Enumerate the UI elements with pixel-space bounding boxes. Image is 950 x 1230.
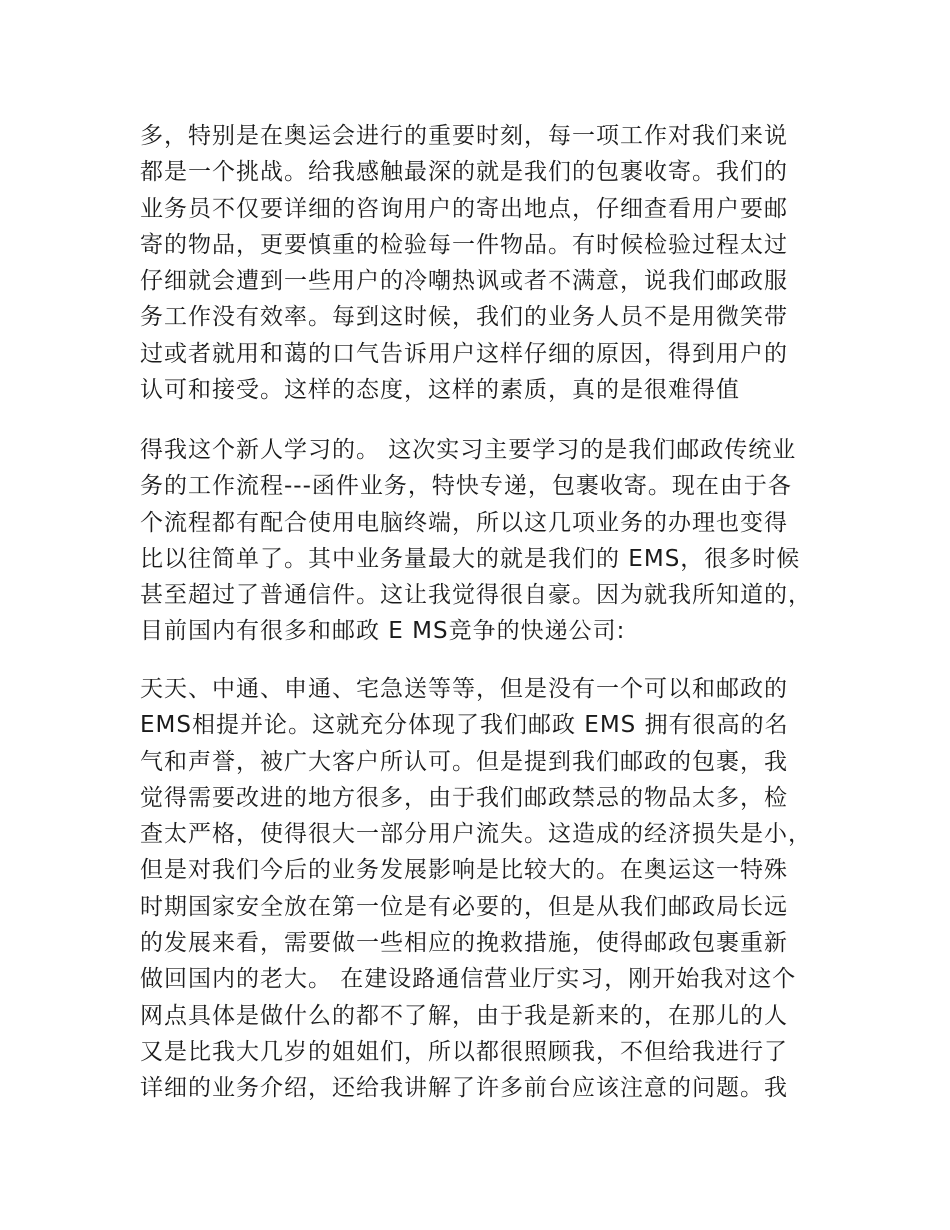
text-line: 多，特别是在奥运会进行的重要时刻，每一项工作对我们来说 xyxy=(140,123,788,149)
text-line: 务的工作流程---函件业务，特快专递，包裹收寄。现在由于各 xyxy=(140,473,792,500)
text-line: 业务员不仅要详细的咨询用户的寄出地点，仔细查看用户要邮 xyxy=(140,195,788,222)
text-line: 过或者就用和蔼的口气告诉用户这样仔细的原因，得到用户的 xyxy=(140,340,788,367)
paragraph-1 xyxy=(140,118,820,408)
text-line: 仔细就会遭到一些用户的冷嘲热讽或者不满意，说我们邮政服 xyxy=(140,268,788,295)
text-line: 认可和接受。这样的态度，这样的素质，真的是很难得值 xyxy=(140,377,740,404)
text-line: 觉得需要改进的地方很多，由于我们邮政禁忌的物品太多，检 xyxy=(140,784,788,811)
text-line: 的发展来看，需要做一些相应的挽救措施，使得邮政包裹重新 xyxy=(140,930,788,957)
text-line: 查太严格，使得很大一部分用户流失。这造成的经济损失是小， xyxy=(140,821,812,848)
text-line: 比以往简单了。其中业务量最大的就是我们的 EMS，很多时候 xyxy=(140,545,801,572)
text-line: 天天、中通、申通、宅急送等等，但是没有一个可以和邮政的 xyxy=(140,676,788,702)
text-line: 但是对我们今后的业务发展影响是比较大的。在奥运这一特殊 xyxy=(140,857,788,884)
text-line: 气和声誉，被广大客户所认可。但是提到我们邮政的包裹，我 xyxy=(140,748,788,775)
text-line: 目前国内有很多和邮政 E MS竞争的快递公司: xyxy=(140,618,626,645)
text-line: 寄的物品，更要慎重的检验每一件物品。有时候检验过程太过 xyxy=(140,231,788,258)
text-line: 又是比我大几岁的姐姐们，所以都很照顾我，不但给我进行了 xyxy=(140,1038,788,1065)
text-line: 都是一个挑战。给我感触最深的就是我们的包裹收寄。我们的 xyxy=(140,159,788,186)
text-line: 务工作没有效率。每到这时候，我们的业务人员不是用微笑带 xyxy=(140,304,788,331)
text-line: 甚至超过了普通信件。这让我觉得很自豪。因为就我所知道的， xyxy=(140,582,812,609)
text-line: 时期国家安全放在第一位是有必要的，但是从我们邮政局长远 xyxy=(140,893,788,920)
paragraph-2 xyxy=(140,432,820,650)
text-line: 个流程都有配合使用电脑终端，所以这几项业务的办理也变得 xyxy=(140,509,788,536)
text-line: 网点具体是做什么的都不了解，由于我是新来的，在那儿的人 xyxy=(140,1002,788,1029)
paragraph-3 xyxy=(140,671,820,1107)
text-line: 得我这个新人学习的。 这次实习主要学习的是我们邮政传统业 xyxy=(140,437,797,463)
text-line: EMS相提并论。这就充分体现了我们邮政 EMS 拥有很高的名 xyxy=(140,712,789,739)
text-line: 详细的业务介绍，还给我讲解了许多前台应该注意的问题。我 xyxy=(140,1075,788,1102)
text-line: 做回国内的老大。 在建设路通信营业厅实习，刚开始我对这个 xyxy=(140,966,797,993)
